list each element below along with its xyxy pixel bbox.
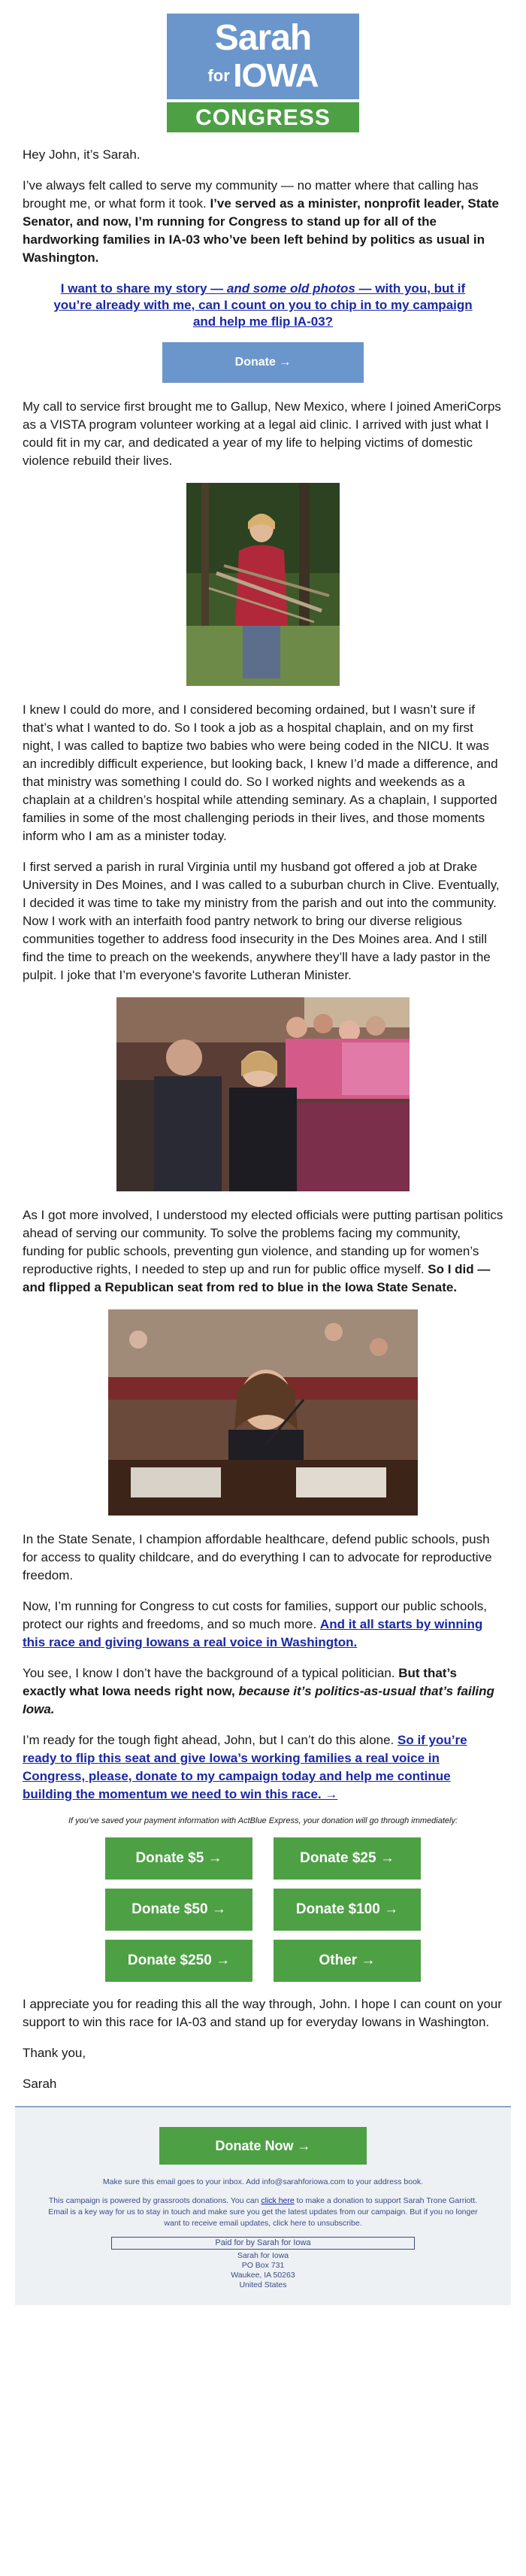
- donate-other-button[interactable]: Other →: [274, 1940, 421, 1982]
- actblue-note: If you’ve saved your payment information with ActBlue Express, your donation will go through immediately:: [68, 1816, 458, 1825]
- donate-100-button[interactable]: Donate $100 →: [274, 1889, 421, 1931]
- congress-run-paragraph: [23, 1597, 503, 1652]
- intro-bold: I’ve served as a minister, nonprofit leader, State Senator, and now, I’m running for Congress to stand up for all of the hardworking families in IA-03 who’ve been left behind by politics as usual in Washington.: [23, 196, 499, 265]
- congress-run-text: Now, I’m running for Congress to cut costs for families, support our public schools, protect our rights and freedoms, and so much more.: [23, 1599, 487, 1631]
- background-text: You see, I know I don’t have the background of a typical politician.: [23, 1666, 399, 1680]
- background-bold: But that’s exactly what Iowa needs right now,: [23, 1666, 458, 1698]
- logo-top-panel: [167, 14, 359, 99]
- donate-button-grid: [105, 1837, 421, 1982]
- logo-for: for: [207, 66, 230, 85]
- share-story-link-italic: and some old photos: [226, 281, 355, 296]
- photo-senate-chamber-image: [108, 1309, 418, 1516]
- greeting: Hey John, it’s Sarah.: [23, 147, 141, 162]
- donate-25-button[interactable]: Donate $25 →: [274, 1837, 421, 1880]
- donate-now-button[interactable]: Donate Now →: [159, 2127, 367, 2165]
- logo-name: Sarah: [214, 18, 312, 58]
- address-line: United States: [239, 2280, 287, 2289]
- closing-paragraph: I appreciate you for reading this all the way through, John. I hope I can count on your support to win this race for IA-03 and stand up for everyday Iowans in Washington.: [23, 1997, 502, 2029]
- photo-senate-chamber: [108, 1309, 418, 1516]
- paid-for-by: Paid for by Sarah for Iowa: [111, 2237, 415, 2250]
- background-paragraph: [23, 1664, 503, 1719]
- call-to-action-text: I’m ready for the tough fight ahead, John, but I can’t do this alone.: [23, 1733, 398, 1747]
- parish-paragraph: I first served a parish in rural Virginia until my husband got offered a job at Drake University in Des Moines, and I was called to a suburban church in Clive. Eventually, I decided it was time to take my ministry from the parish and out into the community. Now I work with an interfaith food pantry network to bring our diverse religious communities together to address food insecurity in the Des Moines area. And I still find the time to preach on the weekends, anywhere they’ll have a lady pastor in the pulpit. I joke that I’m everyone's favorite Lutheran Minister.: [23, 860, 500, 982]
- photo-young-sarah-outdoors-image: [186, 483, 340, 686]
- gallup-paragraph: My call to service first brought me to Gallup, New Mexico, where I joined AmeriCorps as a VISTA program volunteer working at a legal aid clinic. I arrived with just what I could fit in my car, and dedicated a year of my life to helping victims of domestic violence rebuild their lives.: [23, 399, 501, 468]
- email-footer: [15, 2106, 511, 2305]
- grassroots-note: [45, 2195, 481, 2229]
- donate-50-button[interactable]: Donate $50 →: [105, 1889, 252, 1931]
- logo-office: CONGRESS: [167, 102, 359, 132]
- campaign-logo: [167, 14, 359, 132]
- share-story-link[interactable]: [45, 281, 481, 330]
- grassroots-text-end: to make a donation to support Sarah Trone Garriott. Email is a key way for us to stay in touch and make sure you get the latest updates from our campaign. But if you no longer want to receive email updates, click here to unsubscribe.: [48, 2196, 478, 2228]
- call-to-action-link[interactable]: So if you’re ready to flip this seat and give Iowa’s working families a real voice in Congress, please, donate to my campaign today and help me continue building the momentum we need to win this race. →: [23, 1733, 467, 1801]
- state-senate-record-paragraph: In the State Senate, I champion affordable healthcare, defend public schools, push for access to quality childcare, and do everything I can to advocate for reproductive freedom.: [23, 1532, 492, 1582]
- address-line: Sarah for Iowa: [237, 2251, 289, 2260]
- grassroots-text: This campaign is powered by grassroots donations. You can: [48, 2196, 261, 2205]
- donate-5-button[interactable]: Donate $5 →: [105, 1837, 252, 1880]
- address-line: PO Box 731: [241, 2261, 285, 2270]
- address-line: Waukee, IA 50263: [231, 2271, 295, 2280]
- donate-button-top[interactable]: Donate →: [162, 342, 364, 383]
- photo-young-sarah-outdoors: [186, 483, 340, 686]
- intro-paragraph: [23, 177, 503, 267]
- inbox-note: Make sure this email goes to your inbox. Add info@sarahforiowa.com to your address book.: [102, 2177, 424, 2186]
- background-bold-italic: because it’s politics-as-usual that’s failing Iowa.: [23, 1684, 494, 1716]
- thanks-text: Thank you,: [23, 2046, 86, 2060]
- photo-capitol-crowd: [116, 997, 410, 1191]
- donate-250-button[interactable]: Donate $250 →: [105, 1940, 252, 1982]
- call-to-action-paragraph: [23, 1731, 503, 1804]
- state-senate-run-text: As I got more involved, I understood my elected officials were putting partisan politics ahead of serving our community. To solve the problems facing my community, funding for public schools, preventing gun violence, and standing up for women’s reproductive rights, I needed to step up and run for public office myself.: [23, 1208, 503, 1276]
- share-story-link-part: — with you, but if you’re already with me, can I count on you to chip in to my campaign and help me flip IA-03?: [53, 281, 473, 329]
- congress-run-link[interactable]: And it all starts by winning this race and giving Iowans a real voice in Washington.: [23, 1617, 483, 1649]
- logo-state: IOWA: [233, 57, 319, 94]
- chaplain-paragraph: I knew I could do more, and I considered becoming ordained, but I wasn’t sure if that’s what I wanted to do. So I took a job as a hospital chaplain, and on my first night, I was called to baptize two babies who were being coded in the NICU. It was an incredibly difficult experience, but looking back, I knew I’d made a difference, and that ministry was something I could do. So I worked nights and weekends as a chaplain at a children’s hospital while attending seminary. As a chaplain, I supported families in some of the most challenging periods in their lives, and those moments inform who I am as a minister today.: [23, 702, 498, 843]
- state-senate-run-paragraph: [23, 1206, 503, 1297]
- signoff-name: Sarah: [23, 2077, 57, 2091]
- photo-capitol-crowd-image: [116, 997, 410, 1191]
- email-body: [15, 146, 511, 2093]
- click-here-link[interactable]: click here: [261, 2196, 295, 2205]
- mailing-address: [15, 2251, 511, 2290]
- share-story-link-part: I want to share my story —: [60, 281, 227, 296]
- email-container: [15, 0, 511, 2305]
- intro-text: I’ve always felt called to serve my community — no matter where that calling has brought me, or what form it took.: [23, 178, 479, 211]
- state-senate-run-bold: So I did — and flipped a Republican seat from red to blue in the Iowa State Senate.: [23, 1262, 491, 1294]
